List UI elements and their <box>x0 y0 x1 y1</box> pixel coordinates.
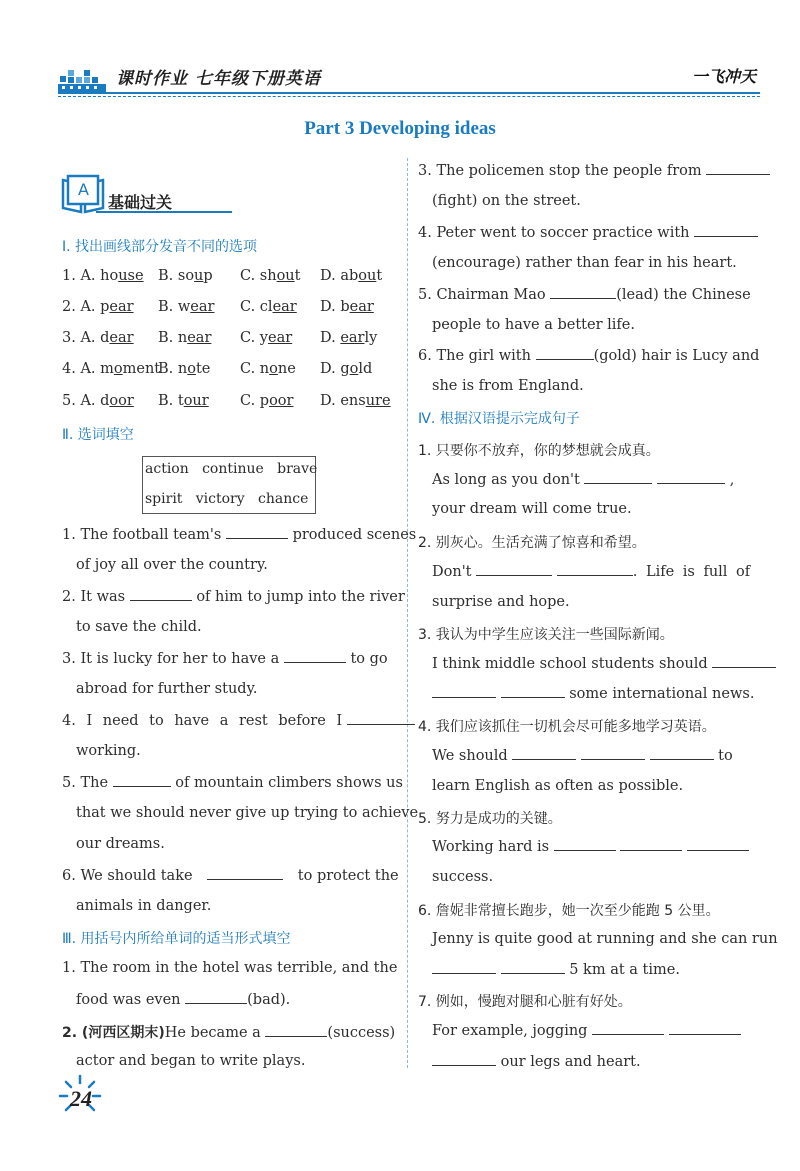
sec1-r4-b: B. note <box>158 361 211 377</box>
column-divider <box>407 158 408 1068</box>
sec3-q2-cont: actor and began to write plays. <box>76 1053 306 1069</box>
sec1-r4-c: C. none <box>240 361 296 377</box>
sec1-r3-c: C. year <box>240 330 293 346</box>
sec3-q4-cont: (encourage) rather than fear in his heart. <box>432 255 737 271</box>
header-title: 课时作业 七年级下册英语 <box>116 69 321 89</box>
sec1-r5-c: C. poor <box>240 393 294 409</box>
header-rule <box>58 92 760 94</box>
sec4-q5-cont: success. <box>432 869 494 885</box>
sec3-q1-cont: food was even (bad). <box>76 992 291 1008</box>
sec4-q7: For example, jogging <box>432 1022 741 1039</box>
sec4-q4-zh: 4. 我们应该抓住一切机会尽可能多地学习英语。 <box>418 719 716 735</box>
sec4-q6: Jenny is quite good at running and she can run <box>432 931 778 947</box>
sec4-q6-zh: 6. 詹妮非常擅长跑步，她一次至少能跑 5 公里。 <box>418 903 720 919</box>
sec2-q6-cont: animals in danger. <box>76 898 212 914</box>
header-logo-icon <box>58 66 106 92</box>
page-number: 24 <box>70 1086 92 1111</box>
sec3-q3: 3. The policemen stop the people from <box>418 162 770 179</box>
sec4-q3: I think middle school students should <box>432 655 776 672</box>
sec4-q5-zh: 5. 努力是成功的关键。 <box>418 811 562 827</box>
sec4-heading: Ⅳ. 根据汉语提示完成句子 <box>418 411 580 427</box>
word-box-row-2: spirit victory chance <box>145 491 309 507</box>
sec4-q2: Don't . Life is full of <box>432 564 751 580</box>
sec3-q5: 5. Chairman Mao (lead) the Chinese <box>418 287 751 303</box>
sec1-heading: Ⅰ. 找出画线部分发音不同的选项 <box>62 239 258 255</box>
sec1-r4-a: 4. A. moment <box>62 361 161 377</box>
sec4-q2-cont: surprise and hope. <box>432 594 570 610</box>
sec2-q6: 6. We should take to protect the <box>62 868 399 884</box>
sec4-q1-cont: your dream will come true. <box>432 501 632 517</box>
sec1-r2-a: 2. A. pear <box>62 299 134 315</box>
sec4-q5: Working hard is <box>432 838 749 855</box>
sec2-q1-cont: of joy all over the country. <box>76 557 268 573</box>
sec3-q1: 1. The room in the hotel was terrible, and the <box>62 960 398 976</box>
section-a-letter: A <box>78 180 89 199</box>
sec4-q2-zh: 2. 别灰心。生活充满了惊喜和希望。 <box>418 535 646 551</box>
sec4-q4: We should to <box>432 748 733 764</box>
sec1-r3-b: B. near <box>158 330 212 346</box>
sec2-q2: 2. It was of him to jump into the river <box>62 589 405 605</box>
sec2-q5: 5. The of mountain climbers shows us <box>62 775 403 791</box>
sec2-q5-cont2: our dreams. <box>76 836 165 852</box>
sec1-r2-b: B. wear <box>158 299 215 315</box>
sec2-q4: 4. I need to have a rest before I <box>62 712 415 729</box>
sec1-r3-d: D. early <box>320 330 378 346</box>
sec3-q5-cont: people to have a better life. <box>432 317 635 333</box>
sec1-r1-d: D. about <box>320 268 383 284</box>
sec2-q1: 1. The football team's produced scenes <box>62 527 417 543</box>
section-a-title: 基础过关 <box>108 193 173 212</box>
sec4-q1: As long as you don't , <box>432 472 735 488</box>
sec2-q4-cont: working. <box>76 743 141 759</box>
sec4-q3-cont: some international news. <box>432 685 754 702</box>
sec1-r5-d: D. ensure <box>320 393 391 409</box>
sec2-q3-cont: abroad for further study. <box>76 681 258 697</box>
section-a-underline <box>96 211 232 213</box>
sec3-heading: Ⅲ. 用括号内所给单词的适当形式填空 <box>62 931 291 947</box>
sec1-r3-a: 3. A. dear <box>62 330 134 346</box>
sec4-q1-zh: 1. 只要你不放弃，你的梦想就会成真。 <box>418 443 660 459</box>
sec3-q3-cont: (fight) on the street. <box>432 193 581 209</box>
sec1-r4-d: D. gold <box>320 361 373 377</box>
sec1-r1-b: B. soup <box>158 268 213 284</box>
sec4-q4-cont: learn English as often as possible. <box>432 778 684 794</box>
sec1-r1-c: C. shout <box>240 268 301 284</box>
word-box-row-1: action continue brave <box>145 461 318 477</box>
sec1-r2-c: C. clear <box>240 299 297 315</box>
sec1-row-1 <box>62 268 144 284</box>
sec1-r2-d: D. bear <box>320 299 374 315</box>
sec3-q6: 6. The girl with (gold) hair is Lucy and <box>418 348 760 364</box>
sec3-q2: 2. (河西区期末)He became a (success) <box>62 1025 396 1041</box>
sec4-q7-cont: our legs and heart. <box>432 1053 641 1070</box>
sec4-q3-zh: 3. 我认为中学生应该关注一些国际新闻。 <box>418 627 674 643</box>
word-box <box>142 456 316 514</box>
sec4-q6-cont: 5 km at a time. <box>432 961 680 978</box>
header-rule-dashed <box>58 96 760 97</box>
part-title: Part 3 Developing ideas <box>304 118 496 139</box>
header-brand: 一飞冲天 <box>691 67 756 86</box>
sec3-q4: 4. Peter went to soccer practice with <box>418 224 758 241</box>
sec2-heading: Ⅱ. 选词填空 <box>62 427 134 443</box>
sec2-q5-cont: that we should never give up trying to achieve <box>76 805 419 821</box>
sec1-r5-b: B. tour <box>158 393 209 409</box>
sec2-q3: 3. It is lucky for her to have a to go <box>62 651 388 667</box>
sec1-r1-a: 1. A. house <box>62 268 144 284</box>
sec4-q7-zh: 7. 例如，慢跑对腿和心脏有好处。 <box>418 994 632 1010</box>
sec1-r5-a: 5. A. door <box>62 393 134 409</box>
sec2-q2-cont: to save the child. <box>76 619 202 635</box>
sec3-q6-cont: she is from England. <box>432 378 584 394</box>
